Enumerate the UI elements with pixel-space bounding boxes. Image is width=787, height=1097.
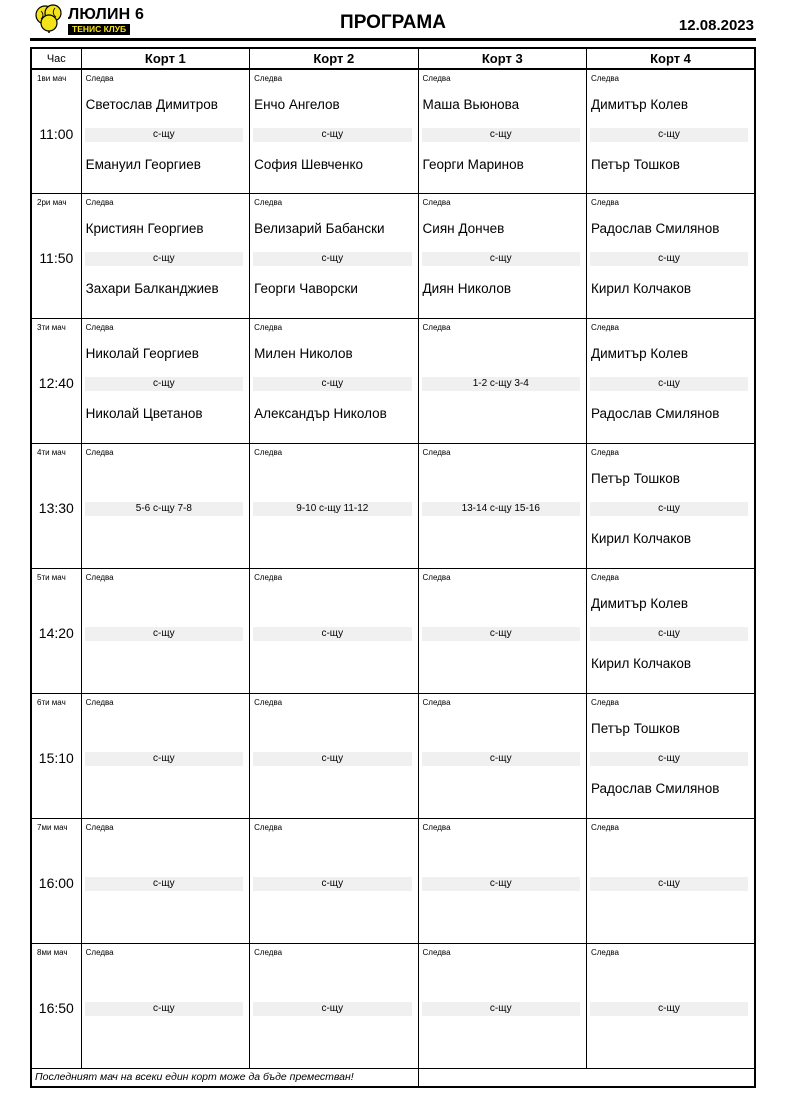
match-time-cell (31, 444, 81, 569)
versus-band: с-щу (85, 377, 243, 391)
match-time: 16:00 (38, 874, 74, 891)
next-label: Следва (422, 74, 451, 83)
schedule-row (31, 319, 755, 444)
versus-band: 13-14 с-щу 15-16 (422, 502, 580, 516)
versus-band: с-щу (422, 1002, 580, 1016)
match-time-cell (31, 69, 81, 194)
player-1-name: Димитър Колев (590, 97, 689, 112)
versus-band: с-щу (422, 752, 580, 766)
versus-band: с-щу (590, 252, 748, 266)
versus-band: с-щу (85, 877, 243, 891)
next-label: Следва (590, 947, 619, 957)
versus-band: 5-6 с-щу 7-8 (85, 502, 243, 516)
schedule-row (31, 943, 755, 1068)
court-3-match-cell (418, 69, 586, 194)
versus-band: с-щу (253, 627, 411, 641)
schedule-row (31, 69, 755, 194)
match-number: 7ми мач (37, 822, 68, 832)
next-label: Следва (85, 697, 114, 707)
next-label: Следва (590, 323, 619, 333)
court-4-match-cell (586, 69, 755, 194)
match-time: 15:10 (38, 749, 74, 766)
next-label: Следва (590, 448, 619, 458)
court-2-match-cell (250, 444, 418, 569)
next-label: Следва (590, 822, 619, 832)
footer-note: Последният мач на всеки един корт може да бъде преместван! (31, 1068, 418, 1087)
next-label: Следва (254, 573, 283, 583)
player-1-name: Димитър Колев (590, 596, 689, 612)
player-2-name: Александър Николов (254, 406, 387, 422)
court-2-match-cell (250, 569, 418, 694)
court-3-match-cell (418, 569, 586, 694)
next-label: Следва (590, 573, 619, 583)
match-number: 4ти мач (37, 448, 66, 458)
court-1-match-cell (81, 194, 249, 319)
next-label: Следва (422, 448, 451, 458)
court-2-header: Корт 2 (250, 48, 418, 69)
player-1-name: Велизарий Бабански (254, 221, 385, 237)
court-1-header: Корт 1 (81, 48, 249, 69)
match-time-cell (31, 569, 81, 694)
court-3-header: Корт 3 (418, 48, 586, 69)
versus-band: с-щу (590, 377, 748, 391)
next-label: Следва (422, 573, 451, 583)
versus-band: с-щу (253, 128, 411, 142)
player-2-name: Георги Чаворски (254, 281, 358, 297)
match-time: 11:00 (39, 126, 74, 142)
match-time: 13:30 (38, 500, 74, 517)
match-time: 12:40 (38, 375, 74, 392)
court-3-match-cell (418, 444, 586, 569)
next-label: Следва (254, 448, 283, 458)
player-1-name: Петър Тошков (590, 720, 680, 736)
court-1-match-cell (81, 69, 249, 194)
court-1-match-cell (81, 943, 249, 1068)
schedule-date: 12.08.2023 (678, 17, 754, 34)
match-time-cell (31, 943, 81, 1068)
player-2-name: Радослав Смилянов (590, 780, 720, 796)
next-label: Следва (254, 323, 283, 333)
schedule-table (30, 47, 756, 1088)
next-label: Следва (422, 697, 451, 707)
next-label: Следва (85, 448, 114, 458)
player-1-name: Николай Георгиев (85, 346, 199, 362)
versus-band: с-щу (590, 1002, 748, 1016)
match-number: 3ти мач (37, 323, 66, 333)
versus-band: с-щу (253, 252, 411, 266)
next-label: Следва (590, 697, 619, 707)
player-1-name: Кристиян Георгиев (85, 221, 204, 237)
next-label: Следва (422, 822, 451, 832)
versus-band: 1-2 с-щу 3-4 (422, 377, 580, 391)
player-1-name: Маша Вьюнова (422, 97, 520, 112)
player-2-name: Георги Маринов (422, 157, 524, 172)
versus-band: с-щу (253, 1002, 411, 1016)
player-2-name: Емануил Георгиев (85, 157, 201, 172)
versus-band: с-щу (253, 377, 411, 391)
court-4-match-cell (586, 319, 755, 444)
court-2-match-cell (250, 319, 418, 444)
versus-band: с-щу (85, 752, 243, 766)
court-1-match-cell (81, 569, 249, 694)
footer-empty-cell (418, 1068, 755, 1087)
player-2-name: Диян Николов (422, 281, 511, 297)
court-2-match-cell (250, 818, 418, 943)
match-time: 14:20 (38, 625, 74, 642)
match-time-cell (31, 693, 81, 818)
club-name: ЛЮЛИН 6 (68, 6, 145, 23)
court-2-match-cell (250, 194, 418, 319)
next-label: Следва (254, 947, 283, 957)
match-time-cell (31, 319, 81, 444)
player-1-name: Радослав Смилянов (590, 221, 720, 237)
next-label: Следва (85, 947, 114, 957)
footer-row (31, 1068, 755, 1087)
next-label: Следва (590, 198, 619, 208)
versus-band: с-щу (253, 877, 411, 891)
court-1-match-cell (81, 444, 249, 569)
schedule-row (31, 194, 755, 319)
next-label: Следва (254, 697, 283, 707)
next-label: Следва (85, 822, 114, 832)
schedule-row (31, 444, 755, 569)
court-2-match-cell (250, 693, 418, 818)
match-number: 6ти мач (37, 697, 66, 707)
versus-band: с-щу (85, 627, 243, 641)
court-4-header: Корт 4 (586, 48, 755, 69)
player-1-name: Димитър Колев (590, 346, 689, 362)
match-number: 2ри мач (37, 198, 67, 208)
court-1-match-cell (81, 693, 249, 818)
court-3-match-cell (418, 943, 586, 1068)
hour-column-header: Час (31, 48, 81, 69)
player-2-name: Кирил Колчаков (590, 281, 692, 297)
next-label: Следва (254, 198, 283, 208)
next-label: Следва (590, 74, 619, 83)
court-4-match-cell (586, 693, 755, 818)
court-4-match-cell (586, 943, 755, 1068)
court-1-match-cell (81, 818, 249, 943)
versus-band: с-щу (590, 627, 748, 641)
page-title: ПРОГРАМА (340, 12, 446, 33)
schedule-row (31, 569, 755, 694)
versus-band: с-щу (253, 752, 411, 766)
page-header (30, 0, 756, 42)
court-4-match-cell (586, 818, 755, 943)
club-subtitle: ТЕНИС КЛУБ (68, 24, 130, 35)
court-4-match-cell (586, 444, 755, 569)
court-3-match-cell (418, 818, 586, 943)
match-time-cell (31, 194, 81, 319)
versus-band: с-щу (590, 752, 748, 766)
court-3-match-cell (418, 319, 586, 444)
player-2-name: Кирил Колчаков (590, 531, 692, 547)
court-2-match-cell (250, 943, 418, 1068)
match-number: 1ви мач (37, 74, 67, 83)
versus-band: с-щу (590, 877, 748, 891)
player-2-name: София Шевченко (254, 157, 364, 172)
next-label: Следва (422, 323, 451, 333)
next-label: Следва (254, 822, 283, 832)
next-label: Следва (85, 74, 114, 83)
versus-band: с-щу (590, 502, 748, 516)
court-3-match-cell (418, 194, 586, 319)
player-2-name: Николай Цветанов (85, 406, 203, 422)
player-2-name: Петър Тошков (590, 157, 680, 172)
player-1-name: Енчо Ангелов (254, 97, 340, 112)
versus-band: с-щу (590, 128, 748, 142)
schedule-row (31, 818, 755, 943)
versus-band: с-щу (85, 252, 243, 266)
player-2-name: Кирил Колчаков (590, 656, 692, 672)
player-1-name: Сиян Дончев (422, 221, 505, 237)
player-2-name: Радослав Смилянов (590, 406, 720, 422)
next-label: Следва (85, 198, 114, 208)
player-1-name: Светослав Димитров (85, 97, 218, 112)
player-1-name: Петър Тошков (590, 471, 680, 487)
next-label: Следва (422, 947, 451, 957)
versus-band: с-щу (422, 252, 580, 266)
match-number: 8ми мач (37, 947, 68, 957)
court-2-match-cell (250, 69, 418, 194)
court-4-match-cell (586, 569, 755, 694)
next-label: Следва (422, 198, 451, 208)
match-time: 16:50 (38, 999, 74, 1016)
player-2-name: Захари Балканджиев (85, 281, 219, 297)
match-time: 11:50 (39, 250, 74, 267)
versus-band: с-щу (85, 1002, 243, 1016)
next-label: Следва (85, 573, 114, 583)
player-1-name: Милен Николов (254, 346, 353, 362)
match-number: 5ти мач (37, 573, 66, 583)
schedule-row (31, 693, 755, 818)
table-header-row (31, 48, 755, 69)
versus-band: с-щу (85, 128, 243, 142)
versus-band: с-щу (422, 877, 580, 891)
versus-band: 9-10 с-щу 11-12 (253, 502, 411, 516)
match-time-cell (31, 818, 81, 943)
court-4-match-cell (586, 194, 755, 319)
versus-band: с-щу (422, 627, 580, 641)
court-1-match-cell (81, 319, 249, 444)
next-label: Следва (254, 74, 283, 83)
versus-band: с-щу (422, 128, 580, 142)
header-divider (30, 38, 756, 41)
court-3-match-cell (418, 693, 586, 818)
next-label: Следва (85, 323, 114, 333)
